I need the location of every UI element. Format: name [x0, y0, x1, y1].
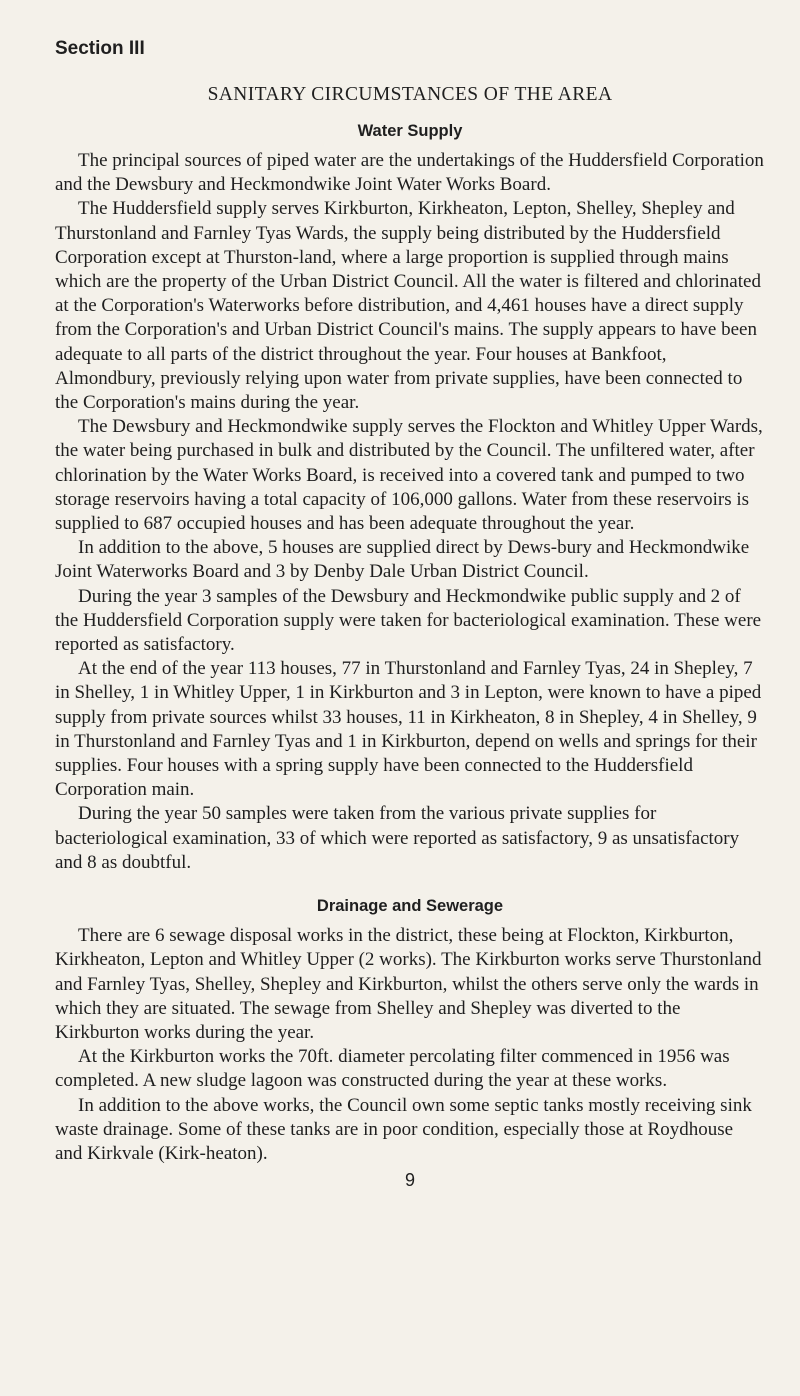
document-page [55, 38, 765, 1191]
section-label: Section III [55, 38, 145, 59]
paragraph: At the end of the year 113 houses, 77 in Thurstonland and Farnley Tyas, 24 in Shepley, 7 in Shelley, 1 in Whitley Upper, 1 in Kirkburton and 3 in Lepton, were known to have a piped supply from private sources whilst 33 houses, 11 in Kirkheaton, 8 in Shepley, 4 in Shelley, 9 in Thurstonland and Farnley Tyas and 1 in Kirkburton, depend on wells and springs for their supplies. Four houses with a spring supply have been connected to the Huddersfield Corporation main. [55, 658, 762, 801]
paragraph: In addition to the above works, the Council own some septic tanks mostly receiving sink waste drainage. Some of these tanks are in poor condition, especially those at Roydhouse and Kirkvale (Kirk-heaton). [55, 1094, 752, 1164]
paragraph: At the Kirkburton works the 70ft. diameter percolating filter commenced in 1956 was completed. A new sludge lagoon was constructed during the year at these works. [55, 1046, 730, 1092]
paragraph: There are 6 sewage disposal works in the district, these being at Flockton, Kirkburton, Kirkheaton, Lepton and Whitley Upper (2 works). The Kirkburton works serve Thurstonland and Farnley Tyas, Shelley, Shepley and Kirkburton, whilst the others serve only the wards in which they are situated. The sewage from Shelley and Shepley was diverted to the Kirkburton works during the year. [55, 925, 762, 1043]
spacer [55, 875, 765, 897]
paragraph: The Huddersfield supply serves Kirkburton, Kirkheaton, Lepton, Shelley, Shepley and Thurstonland and Farnley Tyas Wards, the supply being distributed by the Huddersfield Corporation except at Thurston-land, where a large proportion is supplied through mains which are the property of the Urban District Council. All the water is filtered and chlorinated at the Corporation's Waterworks before distribution, and 4,461 houses have a direct supply from the Corporation's and Urban District Council's mains. The supply appears to have been adequate to all parts of the district throughout the year. Four houses at Bankfoot, Almondbury, previously relying upon water from private supplies, have been connected to the Corporation's mains during the year. [55, 198, 761, 414]
page-number: 9 [404, 1170, 415, 1191]
paragraph: During the year 3 samples of the Dewsbury and Heckmondwike public supply and 2 of the Huddersfield Corporation supply were taken for bacteriological examination. These were reported as satisfactory. [55, 585, 762, 656]
water-supply-heading: Water Supply [357, 122, 463, 140]
paragraph: The principal sources of piped water are the undertakings of the Huddersfield Corporation and the Dewsbury and Heckmondwike Joint Water Works Board. [55, 150, 764, 196]
paragraph: During the year 50 samples were taken from the various private supplies for bacteriological examination, 33 of which were reported as satisfactory, 9 as unsatisfactory and 8 as doubtful. [55, 803, 740, 873]
paragraph: The Dewsbury and Heckmondwike supply serves the Flockton and Whitley Upper Wards, the water being purchased in bulk and distributed by the Council. The unfiltered water, after chlorination by the Water Works Board, is received into a covered tank and pumped to two storage reservoirs having a total capacity of 106,000 gallons. Water from these reservoirs is supplied to 687 occupied houses and has been adequate throughout the year. [55, 416, 763, 535]
drainage-heading: Drainage and Sewerage [316, 897, 504, 916]
page-title: SANITARY CIRCUMSTANCES OF THE AREA [207, 84, 613, 105]
paragraph: In addition to the above, 5 houses are supplied direct by Dews-bury and Heckmondwike Joint Waterworks Board and 3 by Denby Dale Urban District Council. [55, 537, 750, 583]
drainage-section [55, 897, 765, 1166]
water-supply-section [55, 122, 765, 875]
